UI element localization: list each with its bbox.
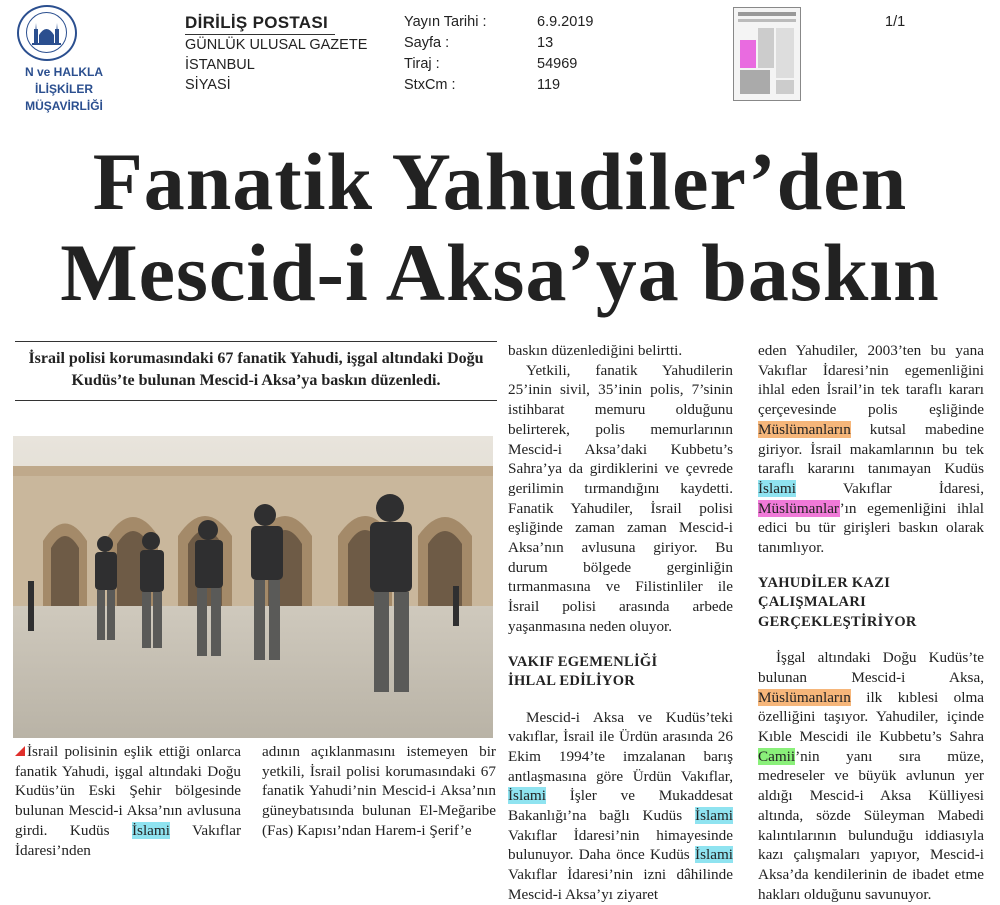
caption-marker-icon (15, 746, 25, 756)
subheading-2 (758, 574, 984, 633)
caption-text-before: İsrail polisinin eşlik ettiği onlarca fanatik Yahudi, işgal altındaki Doğu Kudüs’ün Eski Şehir bölgesinde bulunan Mescid-i Aksa’nın avlusuna girdi. Kudüs (15, 743, 241, 839)
news-photo (13, 436, 493, 738)
page-label: Sayfa : (404, 35, 450, 51)
headline-line1: Fanatik Yahudiler’den (92, 136, 908, 227)
subheading-1-line1: VAKIF EGEMENLİĞİ (508, 653, 658, 670)
photo-caption (15, 742, 241, 860)
mosque-icon (19, 7, 74, 58)
institution-logo (17, 5, 77, 61)
highlight-muslumanlarin: Müslümanların (758, 420, 851, 438)
meta-labels (404, 12, 486, 96)
subheading-1-line2: İHLAL EDİLİYOR (508, 673, 636, 690)
logo-org-line2: MÜŞAVİRLİĞİ (25, 99, 103, 113)
police-officers-photo (13, 436, 493, 738)
article-column-4 (758, 341, 984, 904)
highlight-camii: Camii (758, 747, 796, 765)
column4-p2: İşgal altındaki Doğu Kudüs’te bulunan Mescid-i Aksa, Müslümanların ilk kıblesi olma özelliğini taşıyor. Yahudiler, içinde Kıble Mescidi ile Kubbetu’s Sahra Camii’nin yanı sıra müze, medreseler ve büyük avlunun yer aldığı Mescid-i Aksa Külliyesi altında, sözde Süleyman Mabedi kalıntılarının bulunduğu iddiasıyla kazı çalışmaları yapıyor, Mescid-i Aksa’da kendilerinin de ibadet etme hakları olduğunu savunuyor. (758, 649, 984, 903)
logo-org-line1: N ve HALKLA İLİŞKİLER (24, 65, 103, 96)
circulation-value: 54969 (537, 56, 578, 72)
date-label: Yayın Tarihi : (404, 14, 487, 30)
subheading-2-line1: YAHUDİLER KAZI (758, 574, 891, 591)
subheading-2-line3: GERÇEKLEŞTİRİYOR (758, 613, 917, 630)
meta-values (537, 12, 593, 96)
highlight-islami: İslami (695, 846, 733, 864)
column4-p1: eden Yahudiler, 2003’ten bu yana Vakıflar İdaresi’nin egemenliğini ihlal eden İsrail’in tek taraflı kararı çerçevesinde polis eşliğinde Müslümanların kutsal mabedine giriyor. İsrail makamlarının bu tek taraflı kararını tanımayan Kudüs İslami Vakıflar İdaresi, Müslümanlar’ın egemenliğini ihlal edici bu tür girişleri baskın olarak tanımlıyor. (758, 342, 984, 557)
logo-caption (0, 64, 128, 115)
circulation-label: Tiraj : (404, 56, 440, 72)
highlight-muslumanlar: Müslümanlar (758, 499, 840, 517)
publication-city: İSTANBUL (185, 57, 255, 73)
highlight-islami: İslami (695, 807, 733, 825)
date-value: 6.9.2019 (537, 14, 594, 30)
column2-text: adının açıklanmasını istemeyen bir yetkili, İsrail polisi korumasındaki 67 fanatik Yahudi’nin Mescid-i Aksa’nın güneybatısında bulunan El-Meğaribe (Fas) Kapısı’ndan Harem-i Şerif’e (262, 743, 496, 839)
highlight-islami: İslami (508, 787, 546, 805)
page-value: 13 (537, 35, 554, 51)
caption-highlight: İslami (131, 821, 170, 839)
article-column-2 (262, 742, 496, 841)
column3-p2: Yetkili, fanatik Yahudilerin 25’inin sivil, 35’inin polis, 7’sinin istihbarat memuru olduğunu belirterek, polis memurlarının Mescid-i Aksa’daki Kubbetu’s Sahra’ya da girdiklerini ve çevrede gerilimin tırmandığını kaydetti. Fanatik Yahudiler, İsrail polisi eşliğinde zaman zaman Mescid-i Aksa’nın avlusuna giriyor. Bu durum bölgede gerginliğin tırmanmasına ve Filistinliler ile İsrail polisi arasında arbede yaşanmasına neden oluyor. (508, 361, 733, 635)
lead-paragraph: İsrail polisi korumasındaki 67 fanatik Yahudi, işgal altındaki Doğu Kudüs’te bulunan Mescid-i Aksa’ya baskın düzenledi. (15, 341, 497, 401)
stxcm-label: StxCm : (404, 77, 456, 93)
publication-info (185, 12, 367, 95)
publication-frequency: GÜNLÜK ULUSAL GAZETE (185, 37, 368, 53)
column3-p1: baskın düzenlediğini belirtti. (508, 342, 683, 359)
page-count: 1/1 (885, 14, 906, 30)
subheading-1 (508, 653, 733, 692)
column3-p3: Mescid-i Aksa ve Kudüs’teki vakıflar, İsrail ile Ürdün arasında 26 Ekim 1994’te imzalanan barış antlaşmasına göre Ürdün Vakıflar, İslami İşler ve Mukaddesat Bakanlığı’na bağlı Kudüs İslami Vakıflar İdaresi’nin himayesinde bulunuyor. Daha önce Kudüs İslami Vakıflar İdaresi’nin izni dâhilinde Mescid-i Aksa’yı ziyaret (508, 708, 733, 903)
publication-category: SİYASİ (185, 77, 231, 93)
page-thumbnail[interactable] (733, 7, 801, 101)
subheading-2-line2: ÇALIŞMALARI (758, 594, 867, 611)
highlight-muslumanlarin: Müslümanların (758, 688, 851, 706)
headline-line2: Mescid-i Aksa’ya baskın (60, 227, 940, 318)
caption-text-after: Vakıflar İdaresi’nden (15, 821, 242, 859)
publication-name: DİRİLİŞ POSTASI (185, 13, 329, 32)
article-column-3 (508, 341, 733, 905)
stxcm-value: 119 (537, 77, 561, 93)
highlight-islami: İslami (758, 479, 796, 497)
